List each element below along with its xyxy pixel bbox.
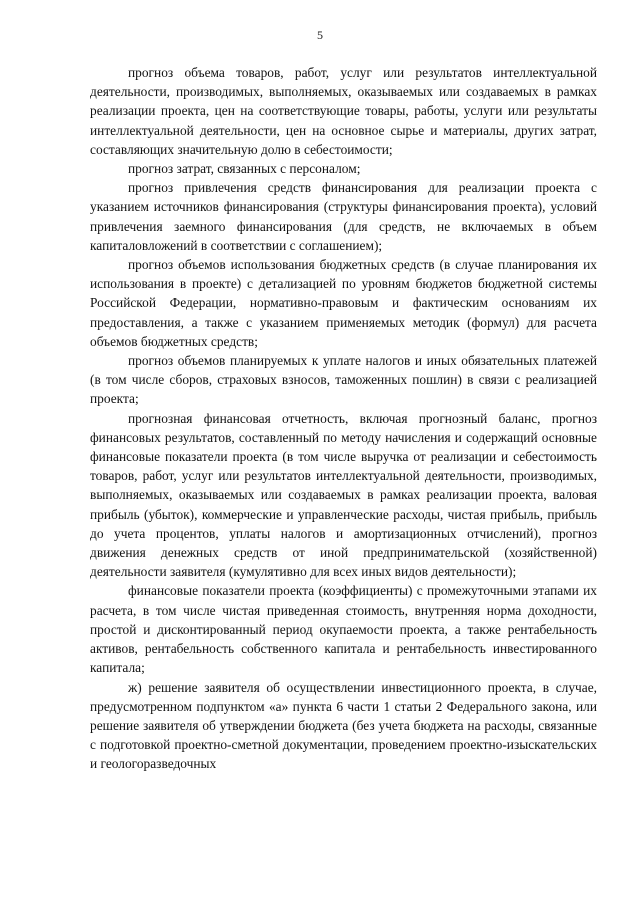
paragraph-financial-indicators: финансовые показатели проекта (коэффициенты) с промежуточными этапами их расчета, в том числе чистая приведенная стоимость, внутренняя норма доходности, простой и дисконтированный период окупаемости проекта, а также рентабельность активов, рентабельность собственного капитала и рентабельность инвестированного капитала;	[90, 583, 597, 676]
paragraph-forecast-volume: прогноз объема товаров, работ, услуг или результатов интеллектуальной деятельности, производимых, выполняемых, оказываемых или создаваемых в рамках реализации проекта, цен на соответствующие товары, работы, услуги или результаты интеллектуальной деятельности, цен на основное сырье и материалы, других затрат, составляющих значительную долю в себестоимости;	[90, 65, 597, 157]
page-number: 5	[317, 28, 323, 42]
paragraph-forecast-budget-funds: прогноз объемов использования бюджетных средств (в случае планирования их использования в проекте) с детализацией по уровням бюджетов бюджетной системы Российской Федерации, нормативно-правовым и фактическим основаниям их предоставления, а также с указанием применяемых методик (формул) для расчета объемов бюджетных средств;	[90, 257, 597, 349]
paragraph-item-zh-decision: ж) решение заявителя об осуществлении инвестиционного проекта, в случае, предусмотренном подпунктом «а» пункта 6 части 1 статьи 2 Федерального закона, или решение заявителя об утверждении бюджета (без учета бюджета на расходы, связанные с подготовкой проектно-сметной документации, проведением проектно-изыскательских и геологоразведочных	[90, 679, 597, 772]
paragraph-forecast-taxes: прогноз объемов планируемых к уплате налогов и иных обязательных платежей (в том числе сборов, страховых взносов, таможенных пошлин) в связи с реализацией проекта;	[90, 353, 597, 407]
paragraph-forecast-financial-statements: прогнозная финансовая отчетность, включая прогнозный баланс, прогноз финансовых результатов, составленный по методу начисления и содержащий основные финансовые показатели проекта (в том числе выручка от реализации и себестоимость товаров, работ, услуг или результатов интеллектуальной деятельности, производимых, выполняемых, оказываемых или создаваемых в рамках реализации проекта, валовая прибыль (убыток), коммерческие и управленческие расходы, чистая прибыль, прибыль до учета процентов, уплаты налогов и амортизационных отчислений), прогноз движения денежных средств от иной предпринимательской (хозяйственной) деятельности заявителя (кумулятивно для всех иных видов деятельности);	[90, 410, 597, 580]
paragraph-forecast-personnel-costs: прогноз затрат, связанных с персоналом;	[128, 161, 361, 177]
paragraph-forecast-financing: прогноз привлечения средств финансирования для реализации проекта с указанием источников финансирования (структуры финансирования проекта), условий привлечения заемного финансирования (для средств, не включаемых в объем капиталовложений в соответствии с соглашением);	[90, 180, 597, 253]
document-body	[90, 63, 597, 774]
